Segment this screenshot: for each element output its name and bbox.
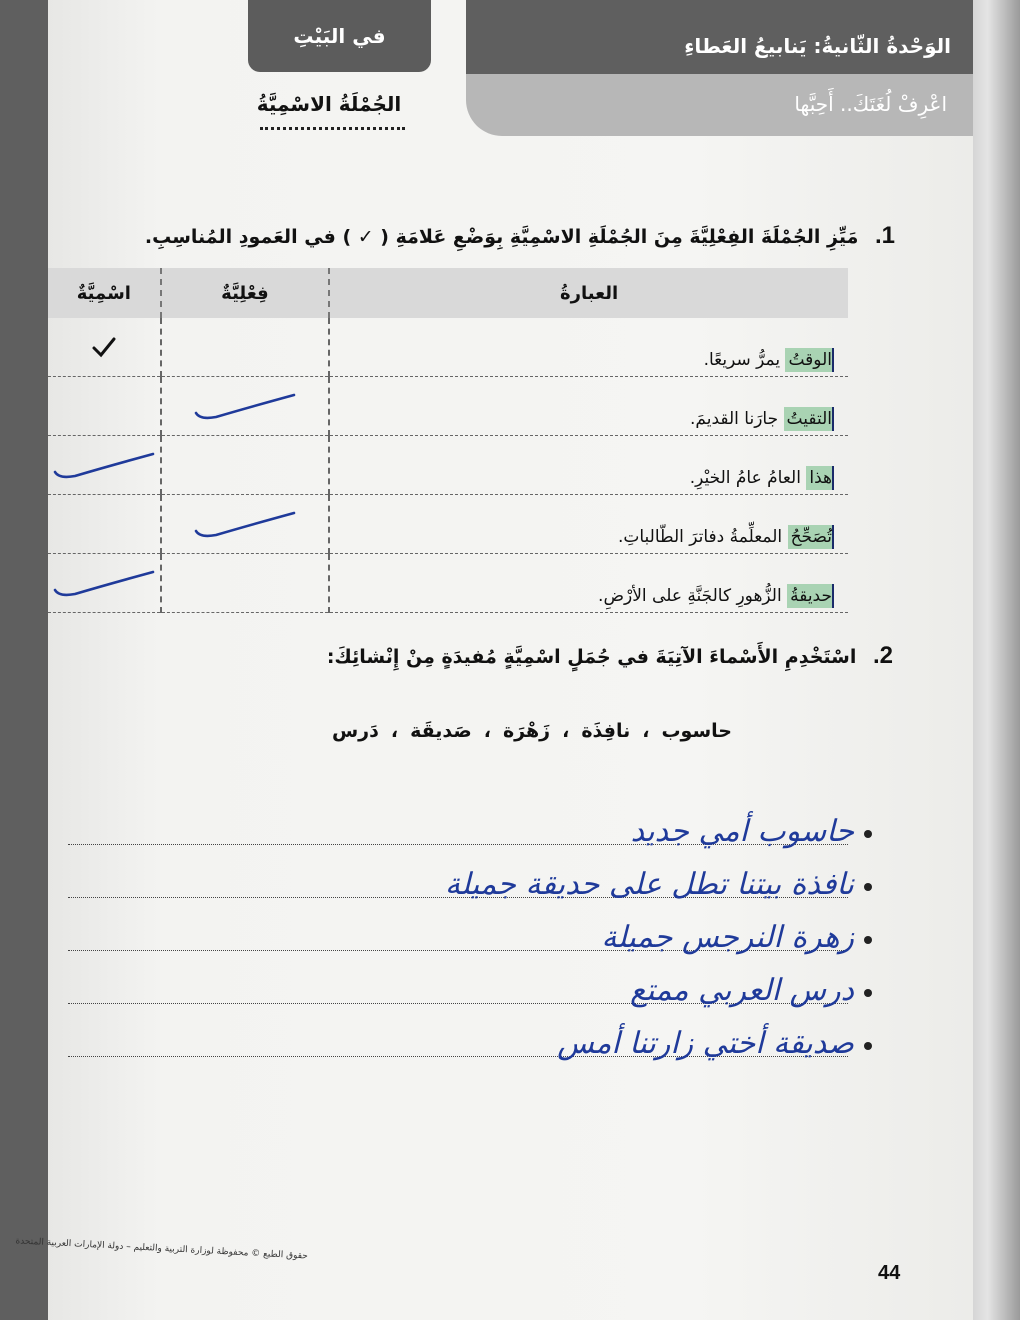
handwritten-answer: حاسوب أمي جديد [630, 814, 854, 849]
unit-title-band [466, 0, 973, 74]
handwritten-answer: نافذة بيتنا تطل على حديقة جميلة [445, 867, 854, 902]
adjacent-page-edge [966, 0, 1020, 1320]
word-separator: ، [642, 720, 650, 742]
table-row [48, 318, 848, 377]
word-separator: ، [390, 720, 399, 742]
statement-rest: الزُّهورِ كالجَنَّةِ على الأرْضِ. [598, 586, 788, 606]
question-1-text: مَيِّزِ الجُمْلَةَ الفِعْلِيَّةَ مِنَ الجُمْلَةِ الاسْمِيَّةِ بِوَضْعِ عَلامَةِ ( ✓ ) في العَمودِ المُناسِبِ. [144, 226, 859, 248]
home-tab-label: في البَيْتِ [293, 24, 386, 48]
statement-cell [329, 377, 848, 436]
table-row [48, 377, 848, 436]
printed-check-icon [91, 336, 117, 358]
verbal-cell[interactable] [161, 495, 329, 554]
bullet-icon [864, 989, 872, 997]
highlighted-first-word: التقيتُ [784, 407, 834, 431]
word-bank-item: زَهْرَة [502, 720, 551, 742]
question-1-number: 1. [874, 222, 895, 249]
nominal-cell[interactable] [48, 495, 161, 554]
word-bank-item: دَرس [331, 720, 379, 742]
answer-row[interactable] [68, 1012, 868, 1065]
lesson-title: الجُمْلَةُ الاسْمِيَّةُ [256, 92, 402, 116]
answer-row[interactable] [68, 800, 868, 853]
table-row [48, 495, 848, 554]
header-verbal: فِعْلِيَّةٌ [161, 268, 329, 318]
verbal-cell[interactable] [161, 436, 329, 495]
page-number: 44 [878, 1262, 901, 1284]
handwritten-check-icon [49, 566, 159, 600]
classification-table [48, 268, 848, 613]
lesson-title-underline [260, 127, 405, 130]
statement-rest: يمرُّ سريعًا. [703, 350, 786, 370]
copyright-note: حقوق الطبع © محفوظة لوزارة التربية والتعليم – دولة الإمارات العربية المتحدة [15, 1236, 309, 1262]
word-separator: ، [483, 720, 491, 742]
word-separator: ، [562, 720, 570, 742]
bullet-icon [864, 883, 872, 891]
highlighted-first-word: حديقةُ [787, 584, 834, 608]
answer-row[interactable] [68, 853, 868, 906]
statement-cell [329, 318, 848, 377]
word-bank-item: نافِذَة [581, 720, 631, 742]
handwritten-answer: صديقة أختي زارتنا أمس [557, 1026, 854, 1061]
answer-lines [68, 800, 868, 1065]
word-bank-item: حاسوب [661, 720, 732, 742]
nominal-cell[interactable] [48, 318, 161, 377]
table-row [48, 436, 848, 495]
nominal-cell[interactable] [48, 436, 161, 495]
header-nominal: اسْمِيَّةٌ [48, 268, 161, 318]
answer-row[interactable] [68, 906, 868, 959]
home-tab [248, 0, 431, 72]
unit-title: الوَحْدةُ الثّانيةُ: يَنابيعُ العَطاءِ [684, 34, 951, 58]
unit-subtitle-band [466, 70, 973, 136]
header-statement: العبارةُ [329, 268, 848, 318]
bullet-icon [864, 830, 872, 838]
unit-subtitle: اعْرِفْ لُغَتَكَ.. أَحِبَّها [794, 92, 947, 116]
question-2-prompt [326, 642, 893, 670]
bullet-icon [864, 1042, 872, 1050]
statement-cell [329, 495, 848, 554]
table-header-row [48, 268, 848, 318]
statement-cell [329, 436, 848, 495]
nominal-cell[interactable] [48, 377, 161, 436]
handwritten-check-icon [190, 507, 300, 541]
highlighted-first-word: تُصَحِّحُ [788, 525, 834, 549]
word-bank [168, 720, 738, 742]
handwritten-check-icon [49, 448, 159, 482]
question-2-text: اسْتَخْدِمِ الأَسْماءَ الآتِيَةَ في جُمَلٍ اسْمِيَّةٍ مُفيدَةٍ مِنْ إِنْشائِكَ: [326, 646, 857, 668]
answer-row[interactable] [68, 959, 868, 1012]
verbal-cell[interactable] [161, 377, 329, 436]
question-2-number: 2. [872, 642, 893, 669]
statement-rest: المعلِّمةُ دفاترَ الطّالباتِ. [617, 527, 788, 547]
handwritten-answer: درس العربي ممتع [630, 973, 854, 1008]
handwritten-answer: زهرة النرجس جميلة [601, 920, 854, 955]
statement-rest: جارَنا القديمَ. [690, 409, 784, 429]
highlighted-first-word: هذا [806, 466, 834, 490]
bullet-icon [864, 936, 872, 944]
workbook-page [15, 0, 973, 1320]
handwritten-check-icon [190, 389, 300, 423]
highlighted-first-word: الوقتُ [785, 348, 834, 372]
question-1-prompt [140, 222, 895, 250]
nominal-cell[interactable] [48, 554, 161, 613]
statement-rest: العامُ عامُ الخيْرِ. [689, 468, 807, 488]
table-row [48, 554, 848, 613]
statement-cell [329, 554, 848, 613]
word-bank-item: صَديقَة [410, 720, 472, 742]
verbal-cell[interactable] [161, 318, 329, 377]
verbal-cell[interactable] [161, 554, 329, 613]
